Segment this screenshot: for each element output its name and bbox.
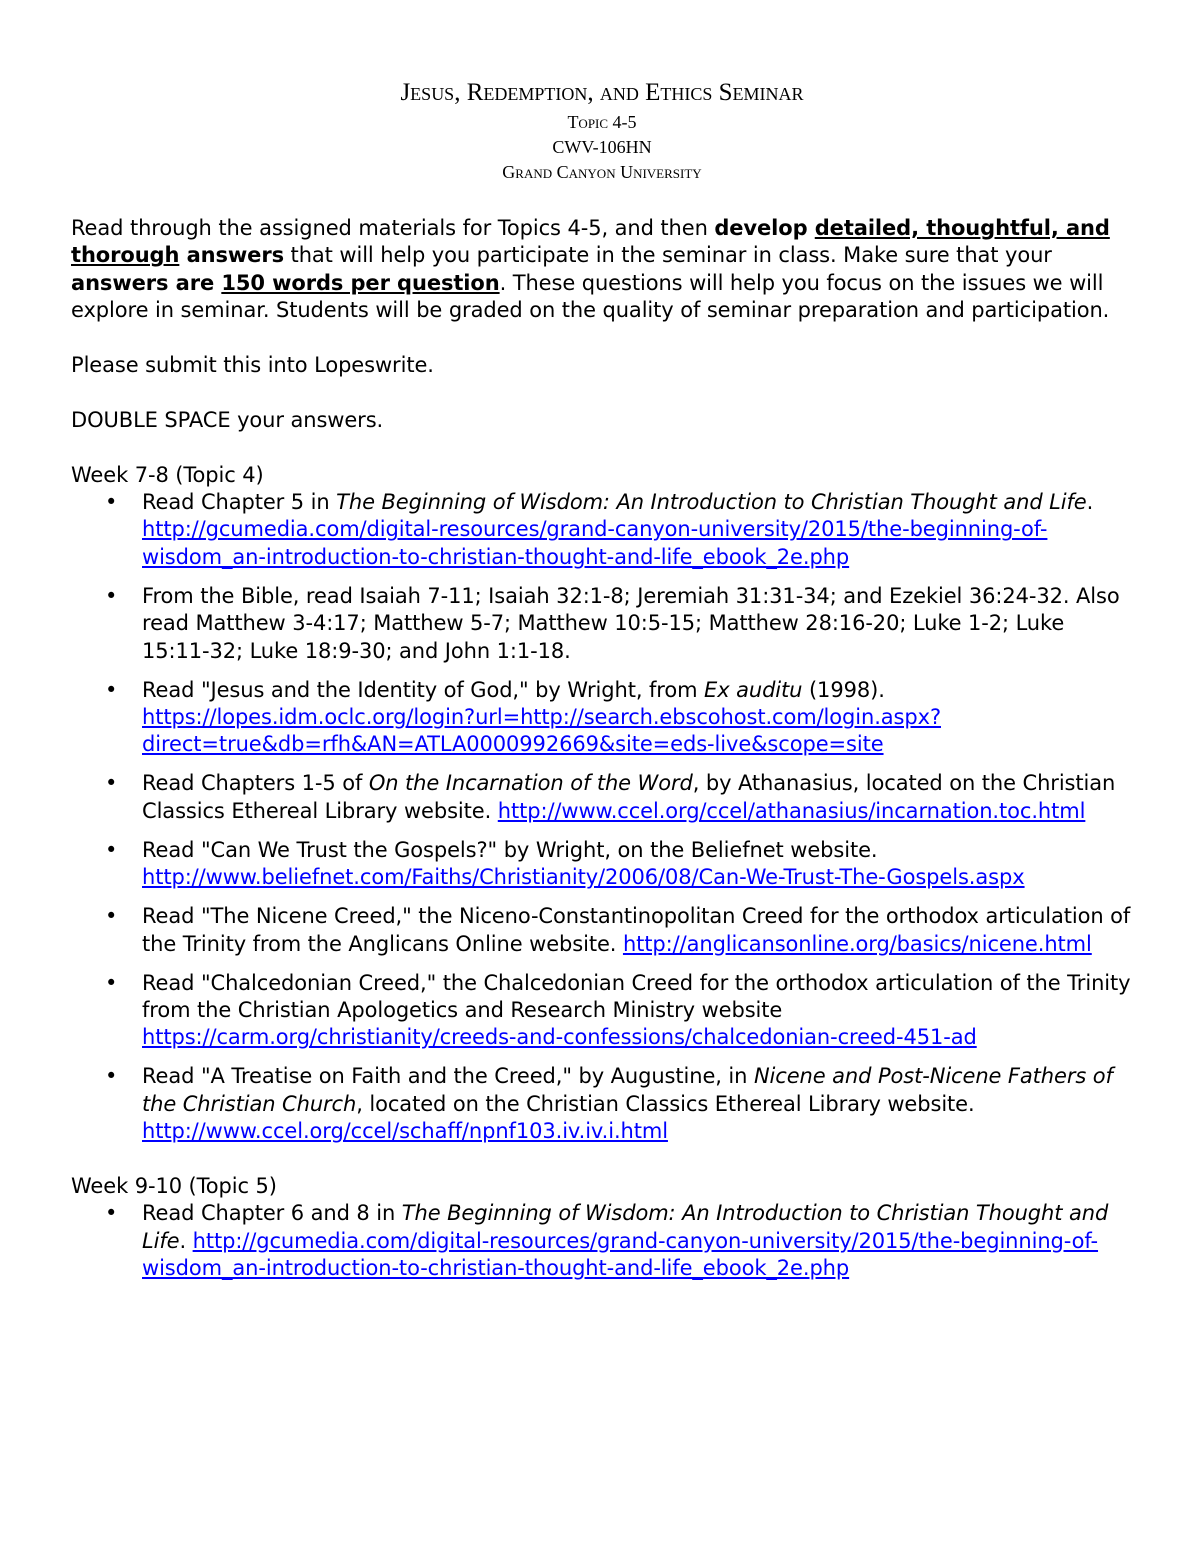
- reading-list-item: [71, 837, 1133, 892]
- reading-link[interactable]: http://gcumedia.com/digital-resources/grand-canyon-university/2015/the-beginning-of-wisdom_an-introduction-to-christian-thought-and-life_ebook_2e.php: [142, 517, 1048, 569]
- intro-answers: answers: [186, 243, 284, 268]
- reading-text: From the Bible, read Isaiah 7-11; Isaiah 32:1-8; Jeremiah 31:31-34; and Ezekiel 36:24-32. Also read Matthew 3-4:17; Matthew 5-7; Matthew 10:5-15; Matthew 28:16-20; Luke 1-2; Luke 15:11-32; Luke 18:9-30; and John 1:1-18.: [142, 583, 1120, 663]
- reading-text: Read Chapter 6 and 8 in: [142, 1201, 402, 1226]
- bullet-icon: •: [105, 1064, 118, 1089]
- intro-paragraph: [71, 215, 1133, 325]
- intro-detailed: detailed, thoughtful, and thorough: [71, 216, 1110, 268]
- university-name: Grand Canyon University: [502, 162, 702, 182]
- reading-link[interactable]: http://www.beliefnet.com/Faiths/Christianity/2006/08/Can-We-Trust-The-Gospels.aspx: [142, 865, 1025, 890]
- reading-text: Read Chapters 1-5 of: [142, 771, 369, 796]
- week-1-reading-list: [71, 489, 1133, 1146]
- intro-space-1: [808, 216, 815, 240]
- reading-list-item: [71, 677, 1133, 759]
- reading-list-item: [71, 903, 1133, 958]
- reading-list-item: [71, 1200, 1133, 1282]
- intro-text-3: . These questions will help you focus on the issues we will explore in seminar. Students will be graded on the quality of seminar preparation and participation.: [71, 270, 1110, 323]
- week-1-heading: Week 7-8 (Topic 4): [71, 462, 264, 487]
- reading-title: Ex auditu: [704, 677, 803, 702]
- reading-list-item: [71, 489, 1133, 571]
- reading-text: Read "The Nicene Creed," the Niceno-Constantinopolitan Creed for the orthodox articulation of the Trinity from the Anglicans Online website.: [142, 904, 1131, 956]
- intro-develop: develop: [714, 216, 808, 240]
- bullet-icon: •: [105, 904, 118, 929]
- bullet-icon: •: [105, 837, 118, 862]
- bullet-icon: •: [105, 771, 118, 796]
- reading-text: Read "Jesus and the Identity of God," by Wright, from: [142, 677, 705, 702]
- topic-label: Topic 4-5: [567, 112, 637, 132]
- reading-text: Read "Can We Trust the Gospels?" by Wright, on the Beliefnet website.: [142, 837, 878, 862]
- bullet-icon: •: [105, 970, 118, 995]
- reading-list-item: [71, 770, 1133, 825]
- intro-space-2: [179, 243, 186, 267]
- intro-word-count: 150 words per question: [221, 270, 500, 295]
- reading-text: Read "Chalcedonian Creed," the Chalcedonian Creed for the orthodox articulation of the Trinity from the Christian Apologetics and Research Ministry website: [142, 970, 1131, 1023]
- reading-link[interactable]: http://www.ccel.org/ccel/schaff/npnf103.iv.iv.i.html: [142, 1119, 668, 1144]
- reading-title: The Beginning of Wisdom: An Introduction to Christian Thought and Life: [336, 490, 1087, 515]
- intro-text-2: that will help you participate in the seminar in class. Make sure that your: [283, 243, 1052, 268]
- reading-list-item: [71, 970, 1133, 1052]
- reading-list-item: [71, 1063, 1133, 1145]
- course-code: CWV-106HN: [552, 137, 652, 157]
- week-2-heading: Week 9-10 (Topic 5): [71, 1173, 277, 1198]
- bullet-icon: •: [105, 677, 118, 702]
- bullet-icon: •: [105, 1201, 118, 1226]
- reading-link[interactable]: https://carm.org/christianity/creeds-and-confessions/chalcedonian-creed-451-ad: [142, 1025, 977, 1050]
- reading-link[interactable]: http://gcumedia.com/digital-resources/grand-canyon-university/2015/the-beginning-of-wisdom_an-introduction-to-christian-thought-and-life_ebook_2e.php: [142, 1228, 1099, 1280]
- reading-link[interactable]: http://anglicansonline.org/basics/nicene.html: [622, 931, 1092, 956]
- reading-text-after: , by Athanasius, located on the Christian Classics Ethereal Library website.: [142, 771, 1116, 823]
- document-title: Jesus, Redemption, and Ethics Seminar: [400, 79, 804, 106]
- bullet-icon: •: [105, 583, 118, 608]
- document-page: [71, 76, 1133, 1282]
- reading-title: Nicene and Post-Nicene Fathers of the Christian Church: [142, 1064, 1113, 1116]
- reading-text-after: (1998).: [802, 677, 885, 702]
- reading-title: The Beginning of Wisdom: An Introduction to Christian Thought and Life: [142, 1201, 1109, 1253]
- bullet-icon: •: [105, 490, 118, 515]
- week-2-reading-list: [71, 1200, 1133, 1282]
- spacing-note: DOUBLE SPACE your answers.: [71, 407, 384, 432]
- reading-text-after: .: [1086, 490, 1094, 515]
- intro-answers-are: answers are: [71, 270, 215, 295]
- intro-text-1: Read through the assigned materials for Topics 4-5, and then: [71, 216, 715, 240]
- document-header: [71, 76, 1133, 185]
- submit-note: Please submit this into Lopeswrite.: [71, 353, 434, 378]
- reading-text-after: , located on the Christian Classics Ethereal Library website.: [356, 1091, 975, 1116]
- reading-link[interactable]: http://www.ccel.org/ccel/athanasius/incarnation.toc.html: [497, 798, 1086, 823]
- reading-title: On the Incarnation of the Word: [368, 771, 693, 796]
- reading-text: Read "A Treatise on Faith and the Creed," by Augustine, in: [142, 1064, 754, 1089]
- reading-text: Read Chapter 5 in: [142, 490, 337, 515]
- reading-list-item: [71, 583, 1133, 665]
- reading-text-after: .: [179, 1228, 193, 1253]
- reading-link[interactable]: https://lopes.idm.oclc.org/login?url=http://search.ebscohost.com/login.aspx?direct=true&db=rfh&AN=ATLA0000992669&site=eds-live&scope=site: [142, 705, 941, 757]
